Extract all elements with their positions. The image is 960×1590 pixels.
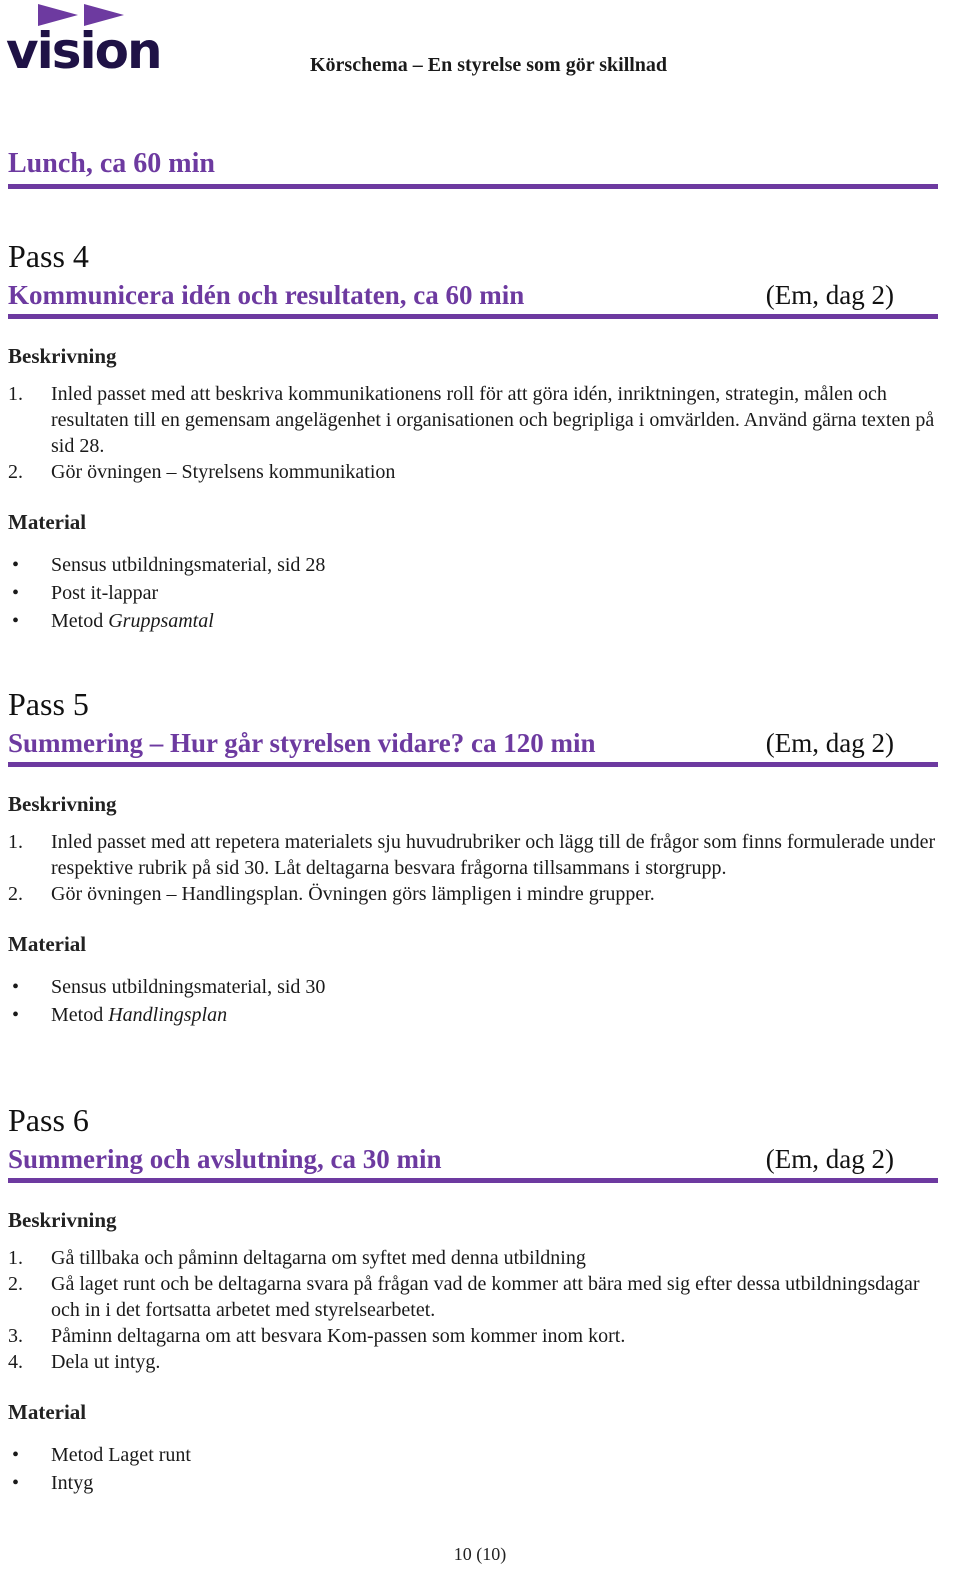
material-label: Material bbox=[8, 510, 87, 534]
list-item bbox=[8, 881, 938, 907]
pass-subheading bbox=[8, 1142, 938, 1183]
list-item bbox=[8, 1271, 938, 1323]
material-text: Intyg bbox=[51, 1472, 94, 1494]
list-item bbox=[8, 607, 938, 635]
step-text: Gör övningen – Handlingsplan. Övningen görs lämpligen i mindre grupper. bbox=[51, 883, 655, 905]
list-item bbox=[8, 973, 938, 1001]
bullet-icon: • bbox=[12, 1444, 20, 1466]
material-method-name: Gruppsamtal bbox=[108, 610, 214, 632]
step-number: 1. bbox=[8, 831, 23, 853]
step-number: 4. bbox=[8, 1351, 23, 1373]
material-label: Material bbox=[8, 1400, 87, 1424]
step-number: 2. bbox=[8, 1273, 23, 1295]
pass-subheading bbox=[8, 278, 938, 319]
list-item bbox=[8, 459, 938, 485]
material-list bbox=[8, 973, 938, 1029]
step-list bbox=[8, 1245, 938, 1375]
step-text: Dela ut intyg. bbox=[51, 1351, 161, 1373]
list-item bbox=[8, 1469, 938, 1497]
material-text: Metod bbox=[51, 610, 109, 632]
bullet-icon: • bbox=[12, 610, 20, 632]
step-number: 1. bbox=[8, 383, 23, 405]
pass-4-section bbox=[8, 238, 938, 635]
vision-logo bbox=[6, 4, 166, 72]
pass-6-section bbox=[8, 1102, 938, 1497]
vision-logo-mark bbox=[6, 4, 166, 72]
step-text: Gå laget runt och be deltagarna svara på frågan vad de kommer att bära med sig efter dessa utbildningsdagar och in i det fortsatta arbetet med styrelsearbetet. bbox=[51, 1273, 920, 1321]
pass-time: (Em, dag 2) bbox=[765, 728, 894, 758]
pass-subtitle: Summering och avslutning, ca 30 min bbox=[8, 1144, 442, 1174]
list-item bbox=[8, 551, 938, 579]
pass-title: Pass 5 bbox=[8, 686, 89, 722]
step-number: 1. bbox=[8, 1247, 23, 1269]
pass-title: Pass 6 bbox=[8, 1102, 89, 1138]
material-text: Metod Laget runt bbox=[51, 1444, 191, 1466]
svg-text:vision: vision bbox=[6, 22, 161, 72]
step-text: Inled passet med att beskriva kommunikationens roll för att göra idén, inriktningen, strategin, målen och resultaten till en gemensam angelägenhet i organisationen och begripliga i omvärlden. Använd gärna texten på sid 28. bbox=[51, 383, 935, 457]
pass-subtitle: Kommunicera idén och resultaten, ca 60 min bbox=[8, 280, 525, 310]
list-item bbox=[8, 381, 938, 459]
pass-subheading bbox=[8, 726, 938, 767]
pass-time: (Em, dag 2) bbox=[765, 1144, 894, 1174]
list-item bbox=[8, 579, 938, 607]
step-number: 2. bbox=[8, 883, 23, 905]
material-text: Metod bbox=[51, 1004, 109, 1026]
list-item bbox=[8, 1245, 938, 1271]
material-text: Post it-lappar bbox=[51, 582, 159, 604]
step-text: Gå tillbaka och påminn deltagarna om syftet med denna utbildning bbox=[51, 1247, 586, 1269]
bullet-icon: • bbox=[12, 554, 20, 576]
list-item bbox=[8, 1349, 938, 1375]
material-list bbox=[8, 1441, 938, 1497]
material-text: Sensus utbildningsmaterial, sid 28 bbox=[51, 554, 326, 576]
list-item bbox=[8, 1323, 938, 1349]
step-list bbox=[8, 381, 938, 485]
step-text: Gör övningen – Styrelsens kommunikation bbox=[51, 461, 396, 483]
list-item bbox=[8, 1001, 938, 1029]
lunch-heading: Lunch, ca 60 min bbox=[8, 148, 938, 189]
pass-title: Pass 4 bbox=[8, 238, 89, 274]
material-list bbox=[8, 551, 938, 635]
description-label: Beskrivning bbox=[8, 792, 117, 816]
material-method-name: Handlingsplan bbox=[108, 1004, 228, 1026]
pass-time: (Em, dag 2) bbox=[765, 280, 894, 310]
bullet-icon: • bbox=[12, 582, 20, 604]
step-number: 3. bbox=[8, 1325, 23, 1347]
pass-subtitle: Summering – Hur går styrelsen vidare? ca 120 min bbox=[8, 728, 596, 758]
bullet-icon: • bbox=[12, 1472, 20, 1494]
step-list bbox=[8, 829, 938, 907]
step-number: 2. bbox=[8, 461, 23, 483]
bullet-icon: • bbox=[12, 1004, 20, 1026]
pass-5-section bbox=[8, 686, 938, 1029]
material-label: Material bbox=[8, 932, 87, 956]
material-text: Sensus utbildningsmaterial, sid 30 bbox=[51, 976, 326, 998]
page-number: 10 (10) bbox=[453, 1544, 507, 1564]
document-header-title: Körschema – En styrelse som gör skillnad bbox=[310, 54, 668, 76]
list-item bbox=[8, 1441, 938, 1469]
list-item bbox=[8, 829, 938, 881]
step-text: Inled passet med att repetera materialets sju huvudrubriker och lägg till de frågor som finns formulerade under respektive rubrik på sid 30. Låt deltagarna besvara frågorna tillsammans i storgrupp. bbox=[51, 831, 936, 879]
description-label: Beskrivning bbox=[8, 1208, 117, 1232]
step-text: Påminn deltagarna om att besvara Kom-passen som kommer inom kort. bbox=[51, 1325, 626, 1347]
bullet-icon: • bbox=[12, 976, 20, 998]
description-label: Beskrivning bbox=[8, 344, 117, 368]
